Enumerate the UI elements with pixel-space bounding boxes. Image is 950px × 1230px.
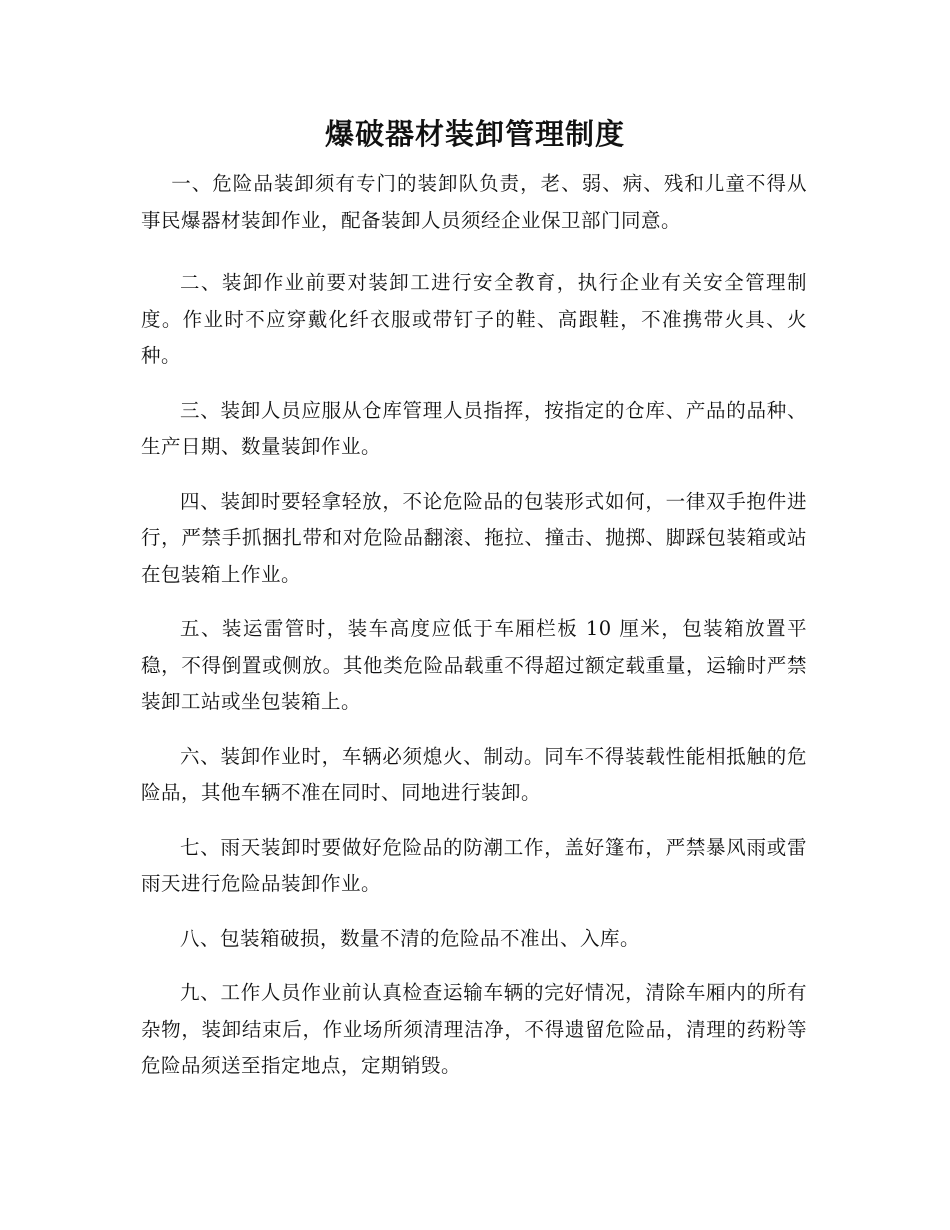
paragraph-1: 一、危险品装卸须有专门的装卸队负责，老、弱、病、残和儿童不得从事民爆器材装卸作业，配备装卸人员须经企业保卫部门同意。 bbox=[141, 172, 807, 232]
paragraph-5: 五、装运雷管时，装车高度应低于车厢栏板 10 厘米，包装箱放置平稳，不得倒置或侧放。其他类危险品载重不得超过额定载重量，运输时严禁装卸工站或坐包装箱上。 bbox=[141, 617, 807, 713]
paragraph-3: 三、装卸人员应服从仓库管理人员指挥，按指定的仓库、产品的品种、生产日期、数量装卸作业。 bbox=[141, 398, 807, 458]
document-title: 爆破器材装卸管理制度 bbox=[324, 117, 625, 151]
paragraph-9: 九、工作人员作业前认真检查运输车辆的完好情况，清除车厢内的所有杂物，装卸结束后，作业场所须清理洁净，不得遗留危险品，清理的药粉等危险品须送至指定地点，定期销毁。 bbox=[141, 981, 807, 1077]
paragraph-8: 八、包装箱破损，数量不清的危险品不准出、入库。 bbox=[180, 926, 641, 950]
paragraph-4: 四、装卸时要轻拿轻放，不论危险品的包装形式如何，一律双手抱件进行，严禁手抓捆扎带和对危险品翻滚、拖拉、撞击、抛掷、脚踩包装箱或站在包装箱上作业。 bbox=[141, 489, 807, 586]
paragraph-6: 六、装卸作业时，车辆必须熄火、制动。同车不得装载性能相抵触的危险品，其他车辆不准在同时、同地进行装卸。 bbox=[141, 744, 807, 804]
document-body bbox=[141, 166, 807, 1103]
paragraph-7: 七、雨天装卸时要做好危险品的防潮工作，盖好篷布，严禁暴风雨或雷雨天进行危险品装卸作业。 bbox=[141, 835, 807, 895]
paragraph-2: 二、装卸作业前要对装卸工进行安全教育，执行企业有关安全管理制度。作业时不应穿戴化纤衣服或带钉子的鞋、高跟鞋，不准携带火具、火种。 bbox=[141, 271, 807, 367]
